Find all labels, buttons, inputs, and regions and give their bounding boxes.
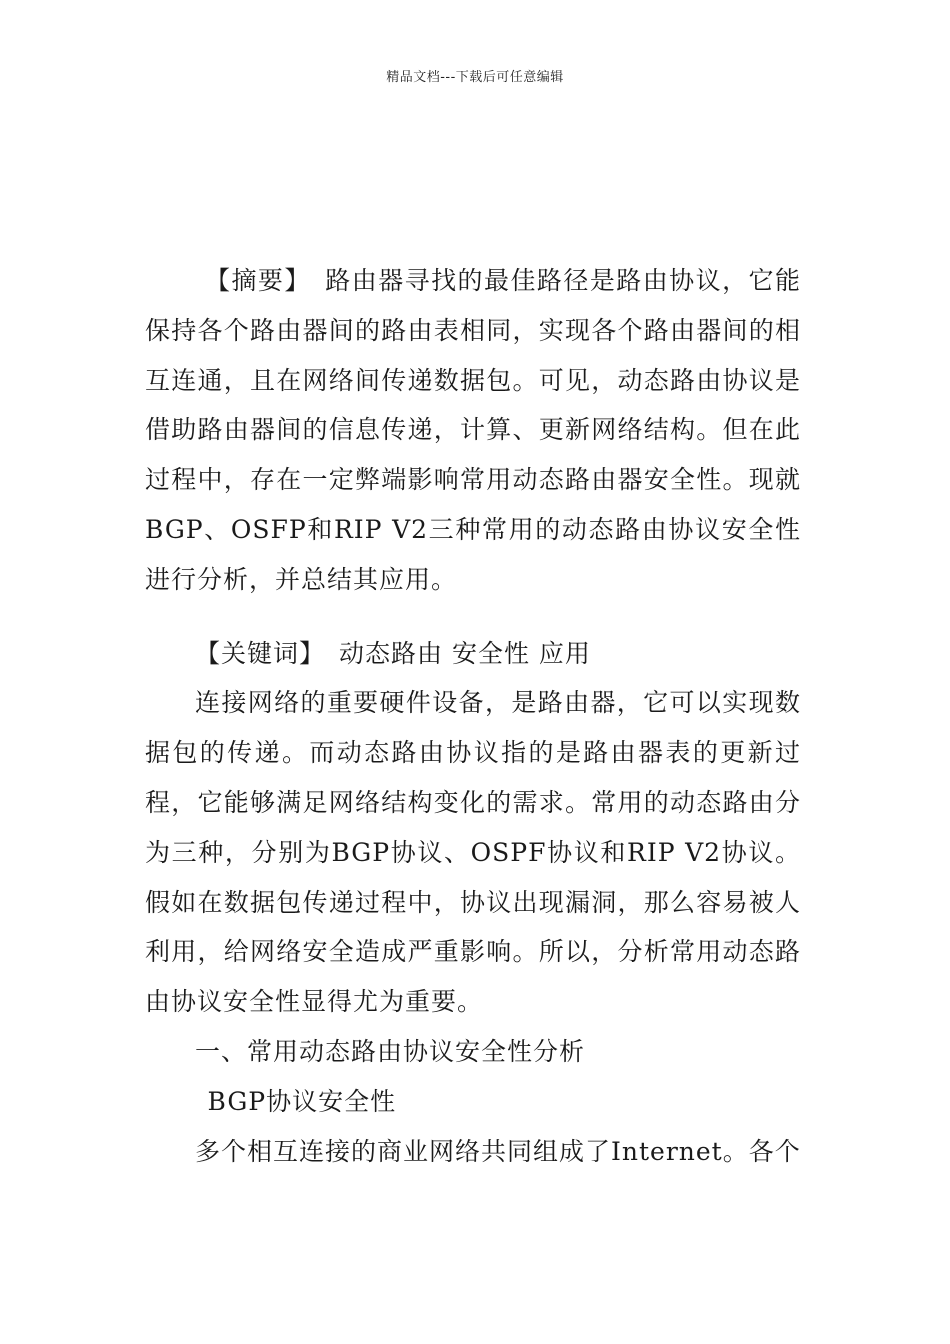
subsection-heading: BGP协议安全性 [207, 1086, 397, 1116]
keywords-label: 【关键词】 [195, 638, 326, 668]
section-heading: 一、常用动态路由协议安全性分析 [195, 1036, 586, 1066]
abstract-label: 【摘要】 [205, 266, 311, 295]
page-header: 精品文档---下载后可任意编辑 [386, 70, 564, 85]
document-body [145, 256, 801, 1176]
abstract-paragraph [145, 256, 801, 605]
abstract-text: 路由器寻找的最佳路径是路由协议，它能保持各个路由器间的路由表相同，实现各个路由器间的相互连通，且在网络间传递数据包。可见，动态路由协议是借助路由器间的信息传递，计算、更新网络结构。但在此过程中，存在一定弊端影响常用动态路由器安全性。现就BGP、OSFP和RIP V2三种常用的动态路由协议安全性进行分析，并总结其应用。 [145, 266, 801, 594]
body-paragraph-2: 多个相互连接的商业网络共同组成了Internet。各个 [195, 1136, 801, 1166]
body-paragraph-1: 连接网络的重要硬件设备，是路由器，它可以实现数据包的传递。而动态路由协议指的是路由器表的更新过程，它能够满足网络结构变化的需求。常用的动态路由分为三种，分别为BGP协议、OSPF协议和RIP V2协议。假如在数据包传递过程中，协议出现漏洞，那么容易被人利用，给网络安全造成严重影响。所以，分析常用动态路由协议安全性显得尤为重要。 [145, 688, 801, 1017]
keywords-paragraph [145, 629, 801, 679]
keywords-text: 动态路由 安全性 应用 [339, 638, 591, 668]
